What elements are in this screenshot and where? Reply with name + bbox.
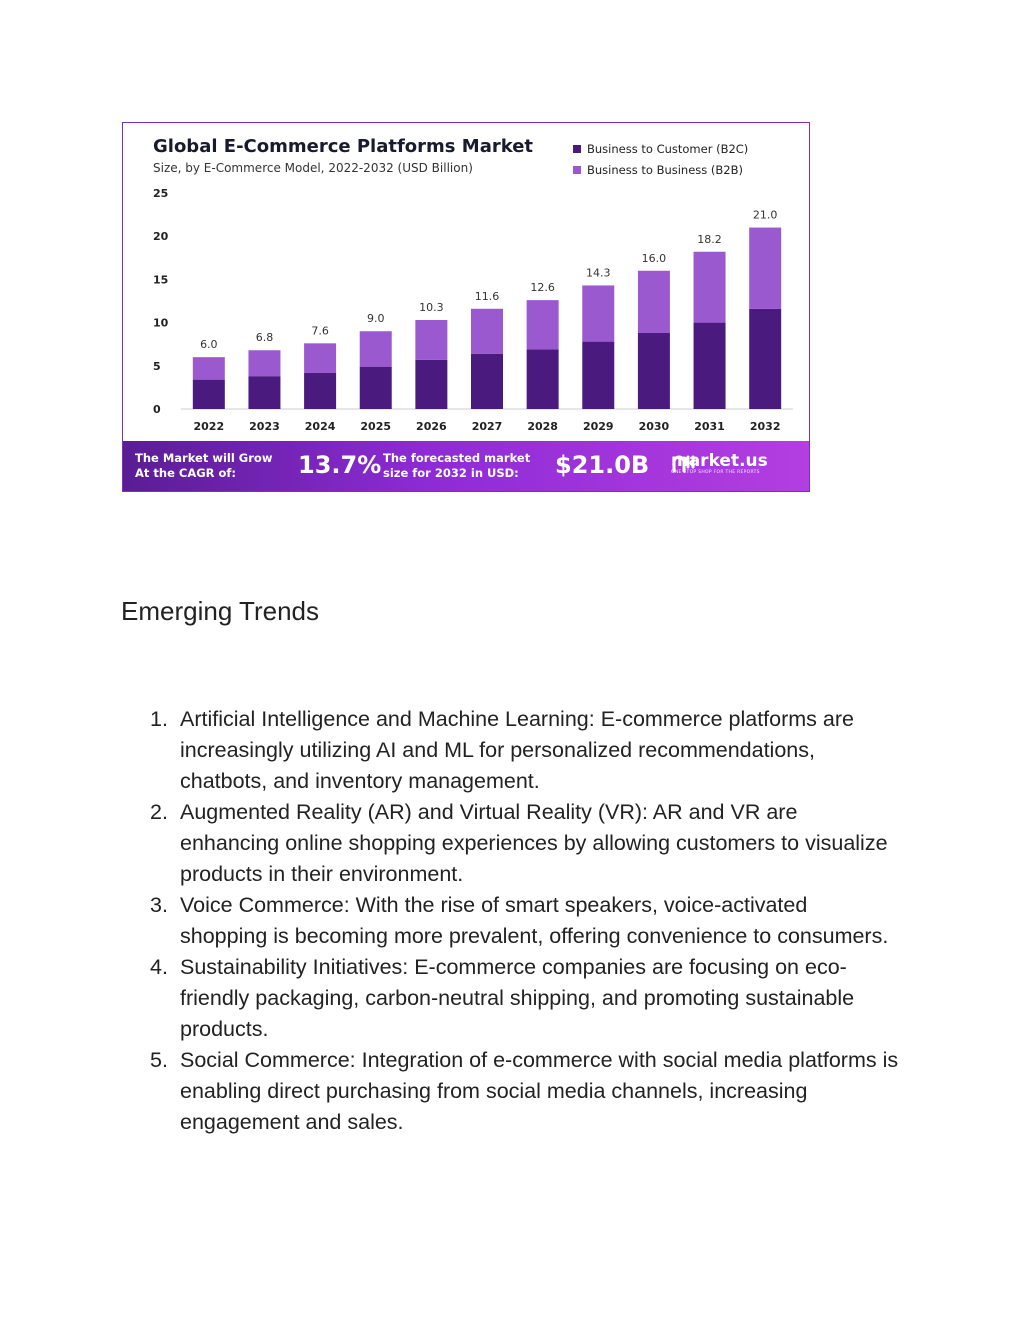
bar-total-label: 11.6	[474, 289, 500, 303]
chart-title: Global E-Commerce Platforms Market	[153, 136, 534, 157]
x-tick-label: 2028	[527, 420, 558, 433]
bar-segment-b2c	[304, 373, 336, 409]
bar-total-label: 7.6	[311, 324, 329, 338]
bar-total-label: 18.2	[697, 232, 722, 246]
list-item-text: Sustainability Initiatives: E-commerce companies are focusing on eco-friendly packaging, carbon-neutral shipping, and promoting sustainable products.	[180, 955, 855, 1041]
x-tick-label: 2032	[749, 420, 781, 433]
bar-segment-b2b	[638, 271, 670, 333]
bar-segment-b2c	[360, 367, 392, 409]
cagr-label: The Market will Grow At the CAGR of:	[135, 451, 273, 480]
y-tick-label: 5	[153, 359, 161, 373]
bar-segment-b2c	[638, 333, 670, 409]
bar-total-label: 21.0	[752, 208, 778, 222]
y-tick-label: 15	[153, 273, 169, 287]
list-item	[140, 797, 900, 890]
bar-segment-b2c	[193, 380, 225, 409]
forecast-label: The forecasted market size for 2032 in USD:	[383, 451, 531, 480]
brand-tagline: ONE STOP SHOP FOR THE REPORTS	[671, 470, 760, 475]
x-tick-label: 2025	[360, 420, 392, 433]
bar-segment-b2b	[304, 343, 336, 372]
bar-total-label: 9.0	[366, 312, 385, 326]
x-tick-label: 2022	[193, 420, 225, 433]
bar-segment-b2b	[415, 320, 447, 360]
summary-banner	[123, 441, 809, 491]
y-tick-label: 0	[153, 403, 161, 416]
brand-name: market.us	[671, 451, 768, 471]
section-heading: Emerging Trends	[121, 596, 319, 626]
x-tick-label: 2031	[694, 420, 725, 433]
bar-segment-b2b	[360, 331, 392, 366]
legend-swatch-b2b	[573, 166, 581, 174]
list-item	[140, 952, 900, 1045]
bar-segment-b2b	[471, 309, 503, 354]
bar-segment-b2b	[582, 285, 614, 341]
chart-legend	[573, 138, 748, 180]
bar-total-label: 6.8	[255, 331, 274, 345]
y-tick-label: 25	[153, 187, 169, 200]
bar-segment-b2c	[749, 309, 781, 409]
bar-segment-b2c	[248, 376, 280, 409]
y-tick-label: 10	[153, 316, 169, 330]
list-item	[140, 704, 900, 797]
x-tick-label: 2023	[249, 420, 280, 433]
list-item-number: 5.	[150, 1048, 168, 1072]
x-tick-label: 2024	[304, 420, 336, 433]
list-item-text: Augmented Reality (AR) and Virtual Reality (VR): AR and VR are enhancing online shopping experiences by allowing customers to visualize products in their environment.	[180, 800, 888, 886]
bar-segment-b2b	[694, 252, 726, 323]
brand-logo	[671, 453, 768, 475]
legend-swatch-b2c	[573, 145, 581, 153]
list-item-number: 2.	[150, 800, 168, 824]
cagr-value: 13.7%	[298, 451, 382, 479]
list-item-text: Voice Commerce: With the rise of smart speakers, voice-activated shopping is becoming more prevalent, offering convenience to consumers.	[180, 893, 889, 948]
bar-segment-b2b	[193, 357, 225, 379]
x-tick-label: 2026	[416, 420, 447, 433]
x-tick-label: 2029	[582, 420, 614, 433]
legend-item-b2b	[573, 159, 748, 180]
bar-total-label: 12.6	[530, 281, 555, 295]
forecast-value: $21.0B	[555, 451, 650, 479]
chart-subtitle: Size, by E-Commerce Model, 2022-2032 (USD Billion)	[153, 161, 473, 175]
y-tick-label: 20	[153, 230, 169, 244]
list-item-text: Artificial Intelligence and Machine Learning: E-commerce platforms are increasingly utilizing AI and ML for personalized recommendations, chatbots, and inventory management.	[180, 707, 854, 793]
bar-segment-b2c	[471, 354, 503, 409]
bar-total-label: 14.3	[586, 266, 611, 280]
legend-label-b2c: Business to Customer (B2C)	[587, 141, 749, 156]
x-tick-label: 2030	[638, 420, 670, 433]
trend-list	[140, 704, 900, 1138]
list-item-text: Social Commerce: Integration of e-commerce with social media platforms is enabling direct purchasing from social media channels, increasing engagement and sales.	[180, 1048, 899, 1134]
x-tick-label: 2027	[471, 420, 503, 433]
bar-segment-b2c	[582, 342, 614, 409]
bar-total-label: 16.0	[641, 251, 667, 265]
list-item-number: 3.	[150, 893, 168, 917]
bar-segment-b2c	[415, 360, 447, 409]
bar-segment-b2c	[694, 323, 726, 409]
list-item-number: 1.	[150, 707, 168, 731]
legend-item-b2c	[573, 138, 748, 159]
bar-segment-b2b	[749, 228, 781, 309]
bar-total-label: 6.0	[200, 338, 218, 352]
bar-segment-b2b	[527, 300, 559, 349]
bar-segment-b2b	[248, 350, 280, 376]
list-item	[140, 1045, 900, 1138]
bar-total-label: 10.3	[419, 301, 444, 315]
list-item-number: 4.	[150, 955, 168, 979]
legend-label-b2b: Business to Business (B2B)	[587, 162, 744, 177]
market-chart-figure	[122, 122, 810, 492]
list-item	[140, 890, 900, 952]
bar-segment-b2c	[527, 349, 559, 409]
